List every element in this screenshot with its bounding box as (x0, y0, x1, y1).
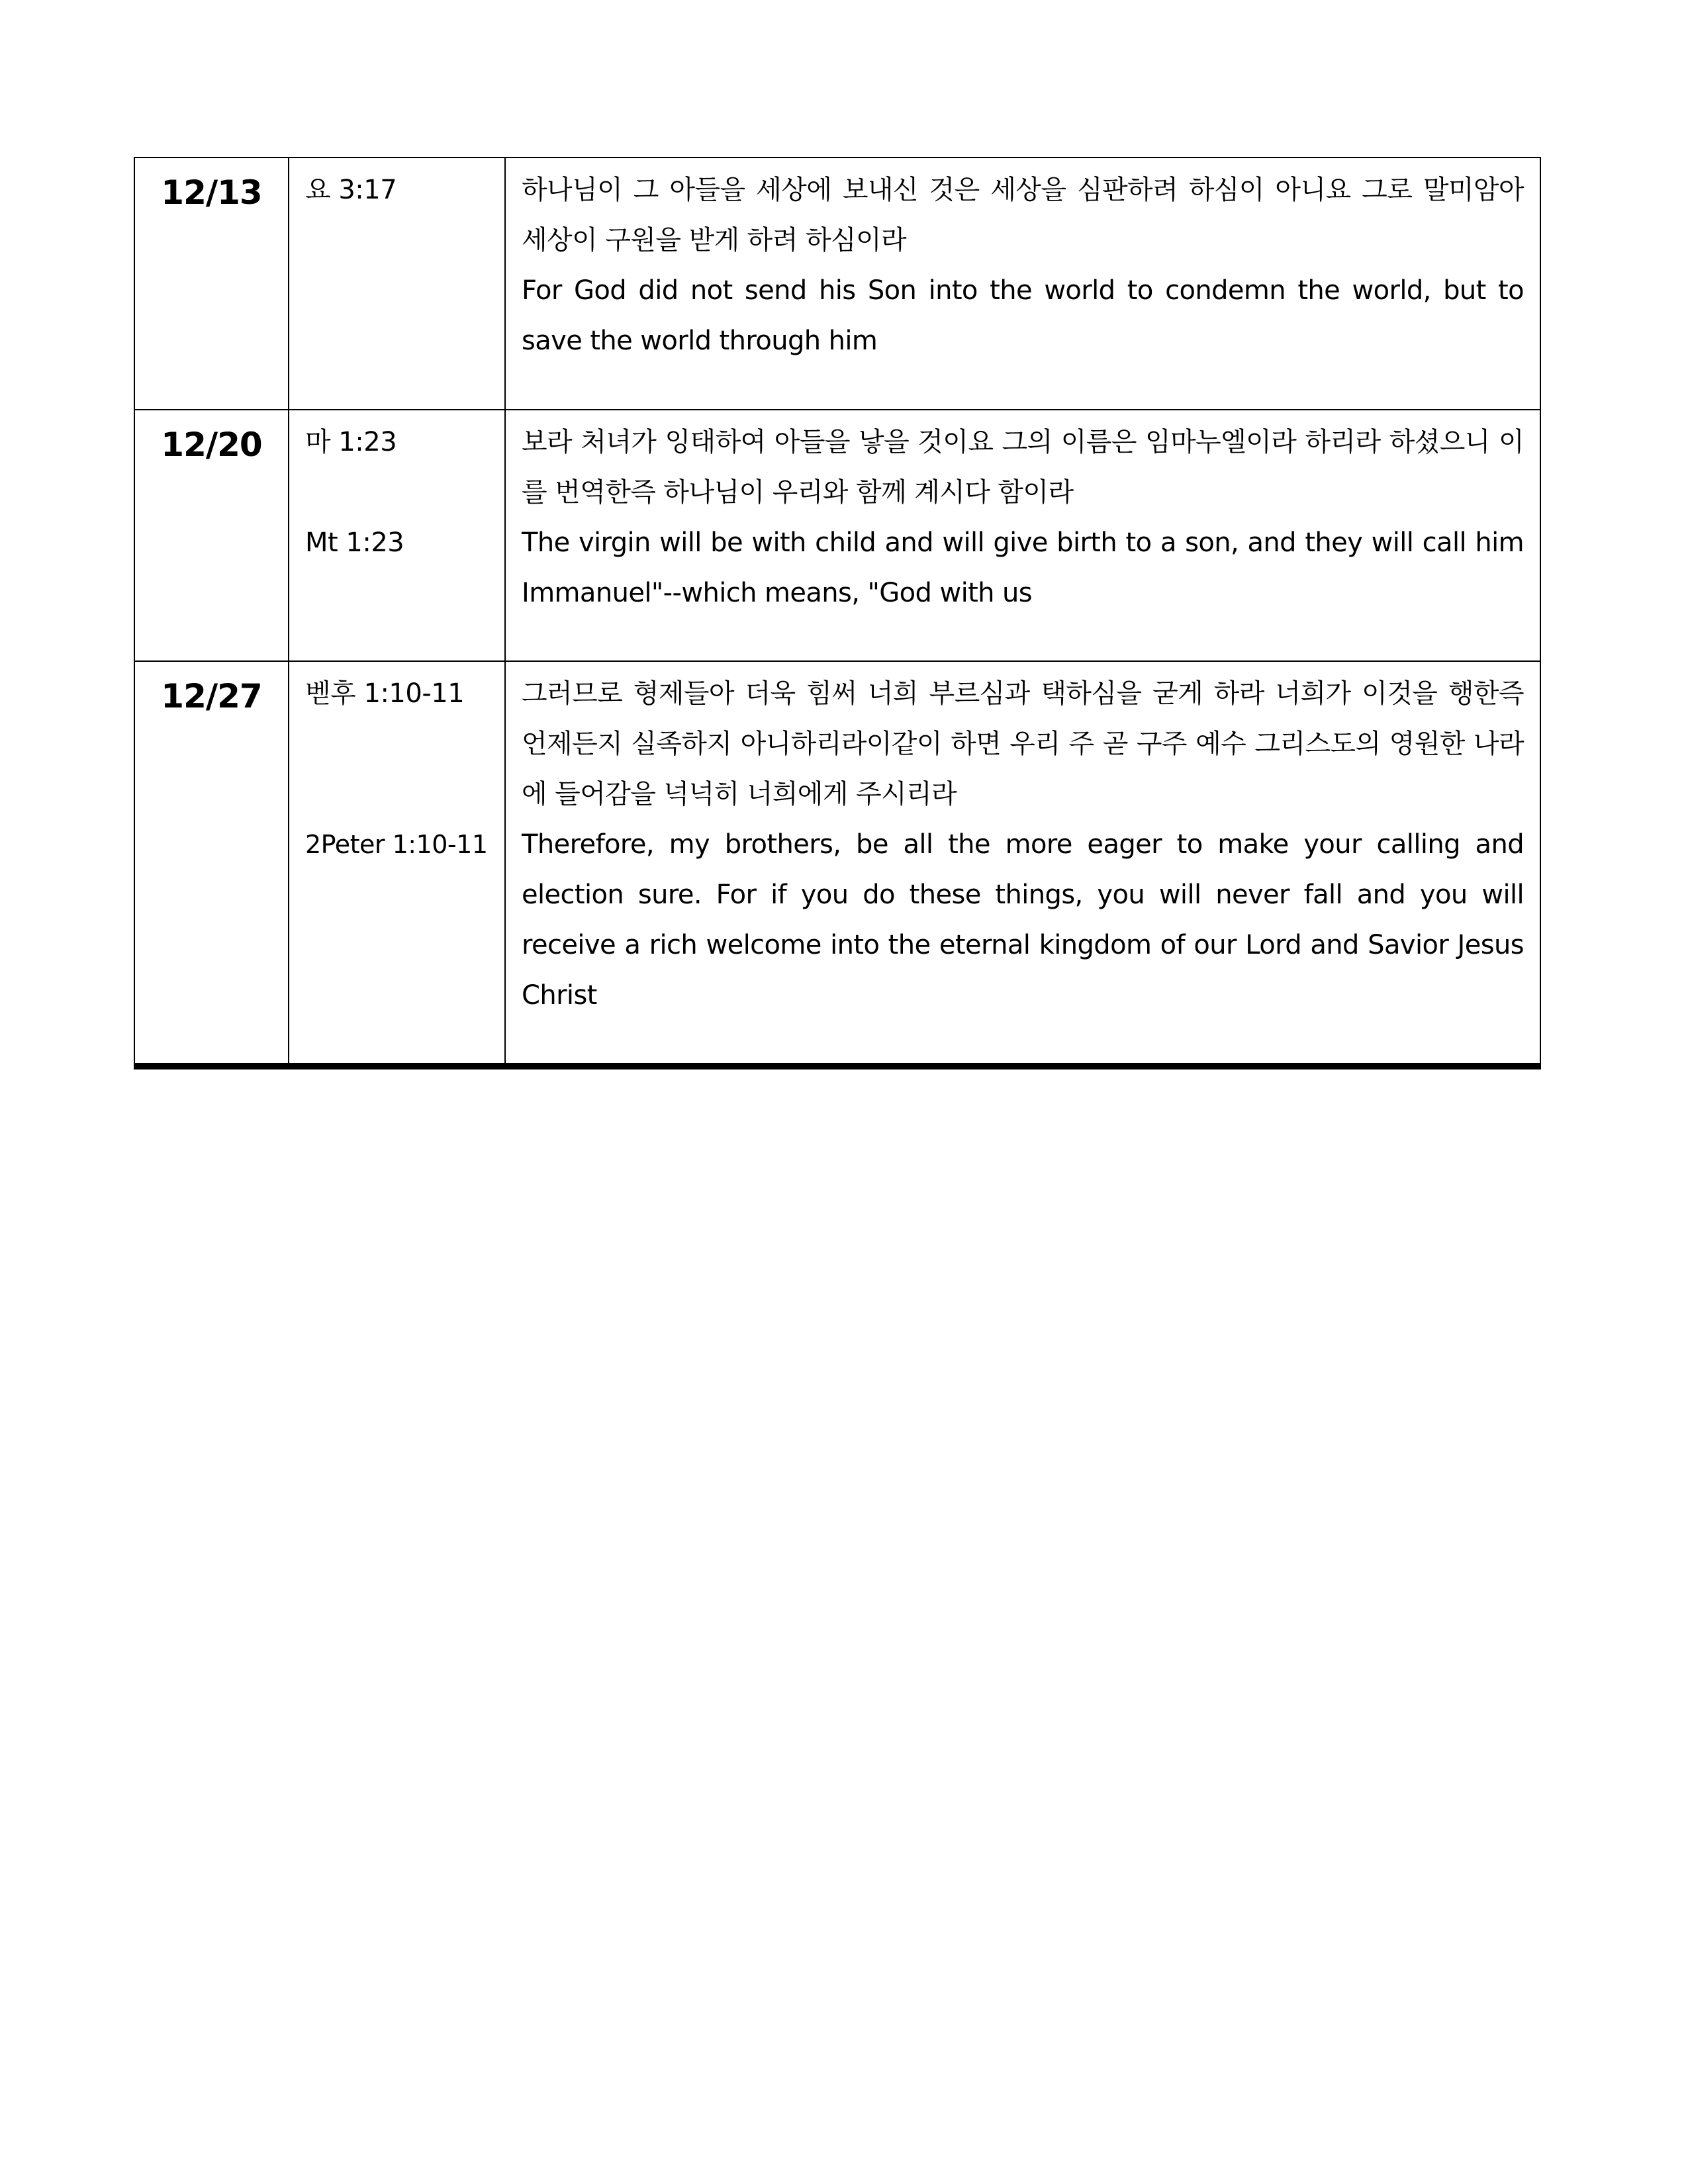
date-cell (134, 410, 289, 661)
reference-korean: 마 1:23 (305, 427, 397, 457)
date-cell (134, 158, 289, 410)
reference-english: 2Peter 1:10-11 (305, 830, 488, 859)
reference-cell (289, 410, 505, 661)
verse-cell (505, 410, 1540, 661)
table-row (134, 158, 1540, 410)
reference-cell (289, 661, 505, 1066)
verse-cell (505, 661, 1540, 1066)
verse-english: Therefore, my brothers, be all the more eager to make your calling and election sure. For if you do these things, you will never fall and you will receive a rich welcome into the eternal kingdom of our Lord and Savior Jesus Christ (522, 829, 1524, 1011)
date-cell (134, 661, 289, 1066)
verse-korean: 그러므로 형제들아 더욱 힘써 너희 부르심과 택하심을 굳게 하라 너희가 이것을 행한즉 언제든지 실족하지 아니하리라이같이 하면 우리 주 곧 구주 예수 그리스도의 영원한 나라에 들어감을 넉넉히 너희에게 주시리라 (522, 678, 1524, 809)
reference-korean: 요 3:17 (305, 175, 397, 205)
verse-korean: 보라 처녀가 잉태하여 아들을 낳을 것이요 그의 이름은 임마누엘이라 하리라 하셨으니 이를 번역한즉 하나님이 우리와 함께 계시다 함이라 (522, 427, 1524, 508)
date-label: 12/20 (161, 426, 262, 464)
verse-english: For God did not send his Son into the world to condemn the world, but to save the world through him (522, 275, 1524, 356)
reference-english: Mt 1:23 (305, 527, 404, 558)
date-label: 12/27 (161, 677, 262, 715)
table-row (134, 661, 1540, 1066)
verse-schedule-table (134, 157, 1541, 1069)
reference-cell (289, 158, 505, 410)
date-label: 12/13 (161, 173, 262, 212)
verse-english: The virgin will be with child and will give birth to a son, and they will call him Immanuel"--which means, "God with us (522, 527, 1524, 608)
reference-korean: 벧후 1:10-11 (305, 678, 465, 709)
verse-korean: 하나님이 그 아들을 세상에 보내신 것은 세상을 심판하려 하심이 아니요 그로 말미암아 세상이 구원을 받게 하려 하심이라 (522, 175, 1524, 255)
table-row (134, 410, 1540, 661)
verse-cell (505, 158, 1540, 410)
